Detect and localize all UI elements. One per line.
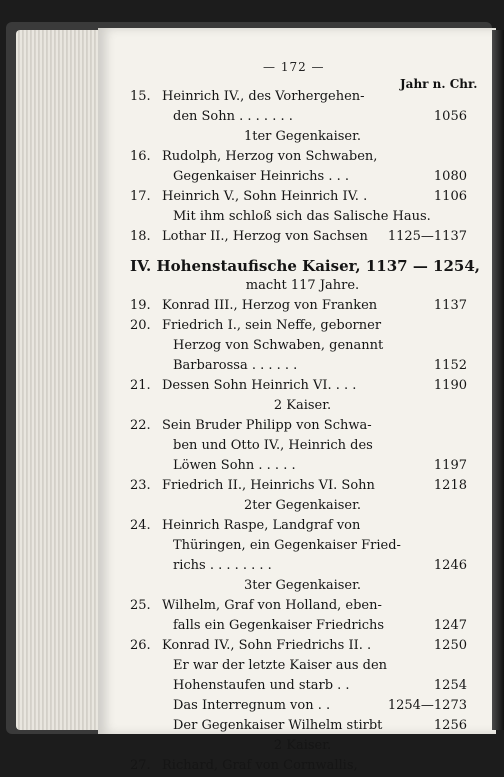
entry-line [130,537,475,554]
entry-text: Hohenstaufen und starb . . [173,678,350,693]
centered-line [130,397,475,414]
entry-year: 1197 [433,458,467,473]
entry-line [130,437,475,454]
column-header: Jahr n. Chr. [400,77,478,91]
entry-text: ben und Otto IV., Heinrich des [173,438,373,453]
entry-line [130,317,475,334]
entry-line [130,297,475,314]
entry-line [130,148,475,165]
entry-line [130,228,475,245]
centered-text: 2ter Gegenkaiser. [243,498,362,513]
entry-year: 1152 [433,358,467,373]
entry-text: richs . . . . . . . . [173,558,272,573]
entry-number: 21. [130,378,151,393]
entry-year: 1254 [433,678,467,693]
entry-year: 1106 [433,189,467,204]
centered-text: 1ter Gegenkaiser. [243,129,362,144]
entry-number: 25. [130,598,151,613]
centered-line [130,497,475,514]
entry-line [130,188,475,205]
page-number: — 172 — [263,60,325,74]
centered-line [130,737,475,754]
entry-line [130,477,475,494]
entry-text: den Sohn . . . . . . . [173,109,293,124]
entry-number: 16. [130,149,151,164]
entry-text: Wilhelm, Graf von Holland, eben- [162,598,382,613]
entry-line [130,457,475,474]
entry-year: 1246 [433,558,467,573]
centered-text: macht 117 Jahre. [245,278,360,293]
entry-number: 20. [130,318,151,333]
entry-text: Sein Bruder Philipp von Schwa- [162,418,372,433]
entry-text: Das Interregnum von . . [173,698,331,713]
centered-line [130,128,475,145]
entry-line [130,168,475,185]
centered-text: 2 Kaiser. [273,398,332,413]
centered-line [130,277,475,294]
entry-text: Löwen Sohn . . . . . [173,458,296,473]
entry-text: Er war der letzte Kaiser aus den [173,658,388,673]
entry-line [130,337,475,354]
entry-line [130,617,475,634]
centered-text: 3ter Gegenkaiser. [243,578,362,593]
entry-line [130,357,475,374]
entry-number: 23. [130,478,151,493]
entry-line [130,557,475,574]
section-heading-text: IV. Hohenstaufische Kaiser, 1137 — 1254, [130,257,481,275]
entry-line [130,417,475,434]
entry-number: 24. [130,518,151,533]
entry-year: 1056 [433,109,467,124]
entry-year: 1218 [433,478,467,493]
entry-year: 1190 [433,378,467,393]
entry-year: 1080 [433,169,467,184]
entry-line [130,677,475,694]
entry-text: Richard, Graf von Cornwallis, [162,758,358,773]
entry-line [130,208,475,225]
entry-number: 27. [130,758,151,773]
entry-text: falls ein Gegenkaiser Friedrichs [173,618,385,633]
entry-text: Konrad III., Herzog von Franken [162,298,378,313]
entry-number: 26. [130,638,151,653]
entry-text: Mit ihm schloß sich das Salische Haus. [173,209,431,224]
centered-line [130,577,475,594]
entry-text: Heinrich IV., des Vorhergehen- [162,89,365,104]
entry-number: 19. [130,298,151,313]
entry-year: 1125—1137 [387,229,467,244]
entry-text: Herzog von Schwaben, genannt [173,338,384,353]
centered-text: 2 Kaiser. [273,738,332,753]
page-content [130,88,481,777]
entry-year: 1254—1273 [387,698,467,713]
entry-text: Rudolph, Herzog von Schwaben, [162,149,378,164]
entry-line [130,697,475,714]
entry-text: Gegenkaiser Heinrichs . . . [173,169,350,184]
entry-text: Thüringen, ein Gegenkaiser Fried- [173,538,401,553]
entry-line [130,717,475,734]
entry-text: Friedrich I., sein Neffe, geborner [162,318,382,333]
entry-text: Barbarossa . . . . . . [173,358,298,373]
entry-number: 15. [130,89,151,104]
entry-text: Heinrich V., Sohn Heinrich IV. . [162,189,368,204]
entry-line [130,657,475,674]
entry-line [130,637,475,654]
entry-number: 17. [130,189,151,204]
entry-year: 1250 [433,638,467,653]
entry-text: Der Gegenkaiser Wilhelm stirbt [173,718,383,733]
entry-text: Konrad IV., Sohn Friedrichs II. . [162,638,372,653]
section-heading [130,255,481,277]
entry-year: 1247 [433,618,467,633]
entry-line [130,517,475,534]
entry-number: 22. [130,418,151,433]
entry-year: 1137 [433,298,467,313]
entry-text: Friedrich II., Heinrichs VI. Sohn [162,478,375,493]
page-shadow [492,30,504,730]
entry-line [130,108,475,125]
entry-line [130,88,475,105]
entry-text: Heinrich Raspe, Landgraf von [162,518,361,533]
entry-line [130,597,475,614]
entry-year: 1256 [433,718,467,733]
entry-number: 18. [130,229,151,244]
entry-text: Lothar II., Herzog von Sachsen [162,229,368,244]
entry-line [130,377,475,394]
entry-text: Dessen Sohn Heinrich VI. . . . [162,378,357,393]
